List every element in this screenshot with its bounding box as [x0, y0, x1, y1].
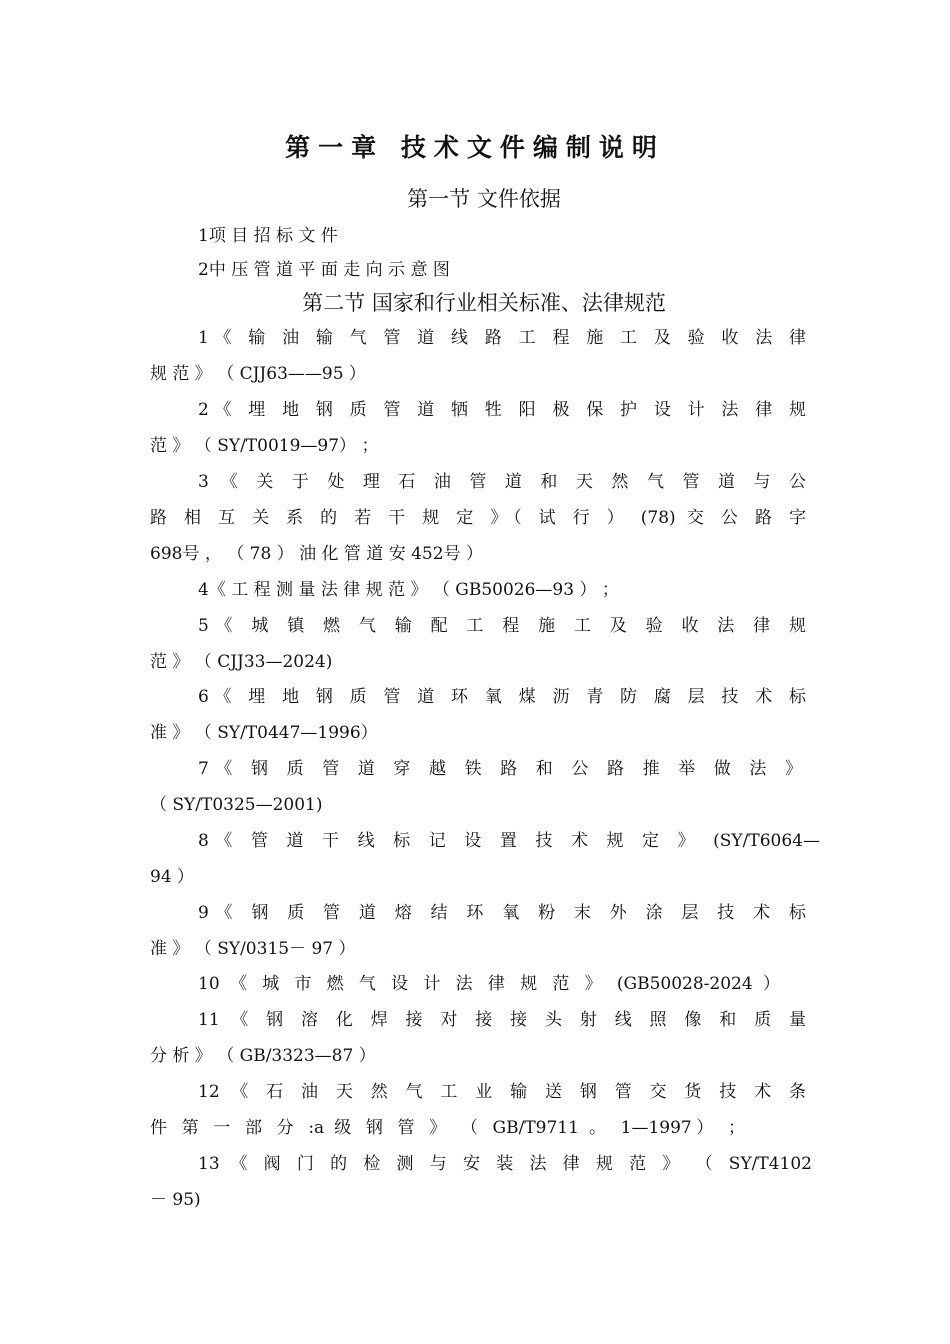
standard-line: 6《 埋 地 钢 质 管 道 环 氧 煤 沥 青 防 腐 层 技 术 标 [198, 687, 806, 707]
standard-line: 1《 输 油 输 气 管 道 线 路 工 程 施 工 及 验 收 法 律 [198, 328, 806, 348]
chapter-title: 第一章 技术文件编制说明 [285, 133, 665, 162]
standard-line: 13 《 阀 门 的 检 测 与 安 装 法 律 规 范 》 （ SY/T4102 [198, 1154, 812, 1174]
standard-line: － 95) [150, 1190, 201, 1210]
section1-item-1: 1项 目 招 标 文 件 [198, 226, 338, 246]
standard-line: 94 ） [150, 867, 195, 887]
standard-line: 7《 钢 质 管 道 穿 越 铁 路 和 公 路 推 举 做 法 》 [198, 759, 802, 779]
standard-line: 范 》 （ CJJ33—2024) [150, 652, 333, 672]
standard-line: 11 《 钢 溶 化 焊 接 对 接 接 头 射 线 照 像 和 质 量 [198, 1010, 806, 1030]
standard-line: 698号 ， （ 78 ） 油 化 管 道 安 452号 ） [150, 544, 483, 564]
section-title-1: 第一节 文件依据 [407, 187, 561, 211]
section-title-2: 第二节 国家和行业相关标准、法律规范 [302, 291, 666, 315]
standard-line: 范 》 （ SY/T0019—97） ； [150, 436, 379, 456]
section1-item-2: 2中 压 管 道 平 面 走 向 示 意 图 [198, 260, 450, 280]
standard-line: 路 相 互 关 系 的 若 干 规 定 》（ 试 行 ） (78) 交 公 路 字 [150, 508, 806, 528]
standard-line: 准 》 （ SY/0315－ 97 ） [150, 939, 356, 959]
standard-line: 分 析 》 （ GB/3323—87 ） [150, 1046, 376, 1066]
standard-line: 4《 工 程 测 量 法 律 规 范 》 （ GB50026—93 ） ； [198, 580, 619, 600]
standard-line: （ SY/T0325—2001) [150, 795, 323, 815]
standard-line: 件 第 一 部 分 :a 级 钢 管 》 （ GB/T9711 。 1—1997） ； [150, 1118, 745, 1138]
standard-line: 规 范 》 （ CJJ63——95 ） [150, 364, 366, 384]
standard-line: 8《 管 道 干 线 标 记 设 置 技 术 规 定 》 (SY/T6064— [198, 831, 820, 851]
standard-line: 2《 埋 地 钢 质 管 道 牺 牲 阳 极 保 护 设 计 法 律 规 [198, 400, 806, 420]
standard-line: 10 《 城 市 燃 气 设 计 法 律 规 范 》 (GB50028-2024 ） [198, 974, 780, 994]
standard-line: 12 《 石 油 天 然 气 工 业 输 送 钢 管 交 货 技 术 条 [198, 1082, 806, 1102]
standard-line: 3 《 关 于 处 理 石 油 管 道 和 天 然 气 管 道 与 公 [198, 472, 806, 492]
standard-line: 9《 钢 质 管 道 熔 结 环 氧 粉 末 外 涂 层 技 术 标 [198, 903, 806, 923]
standard-line: 准 》 （ SY/T0447—1996） [150, 723, 378, 743]
standard-line: 5《 城 镇 燃 气 输 配 工 程 施 工 及 验 收 法 律 规 [198, 616, 806, 636]
